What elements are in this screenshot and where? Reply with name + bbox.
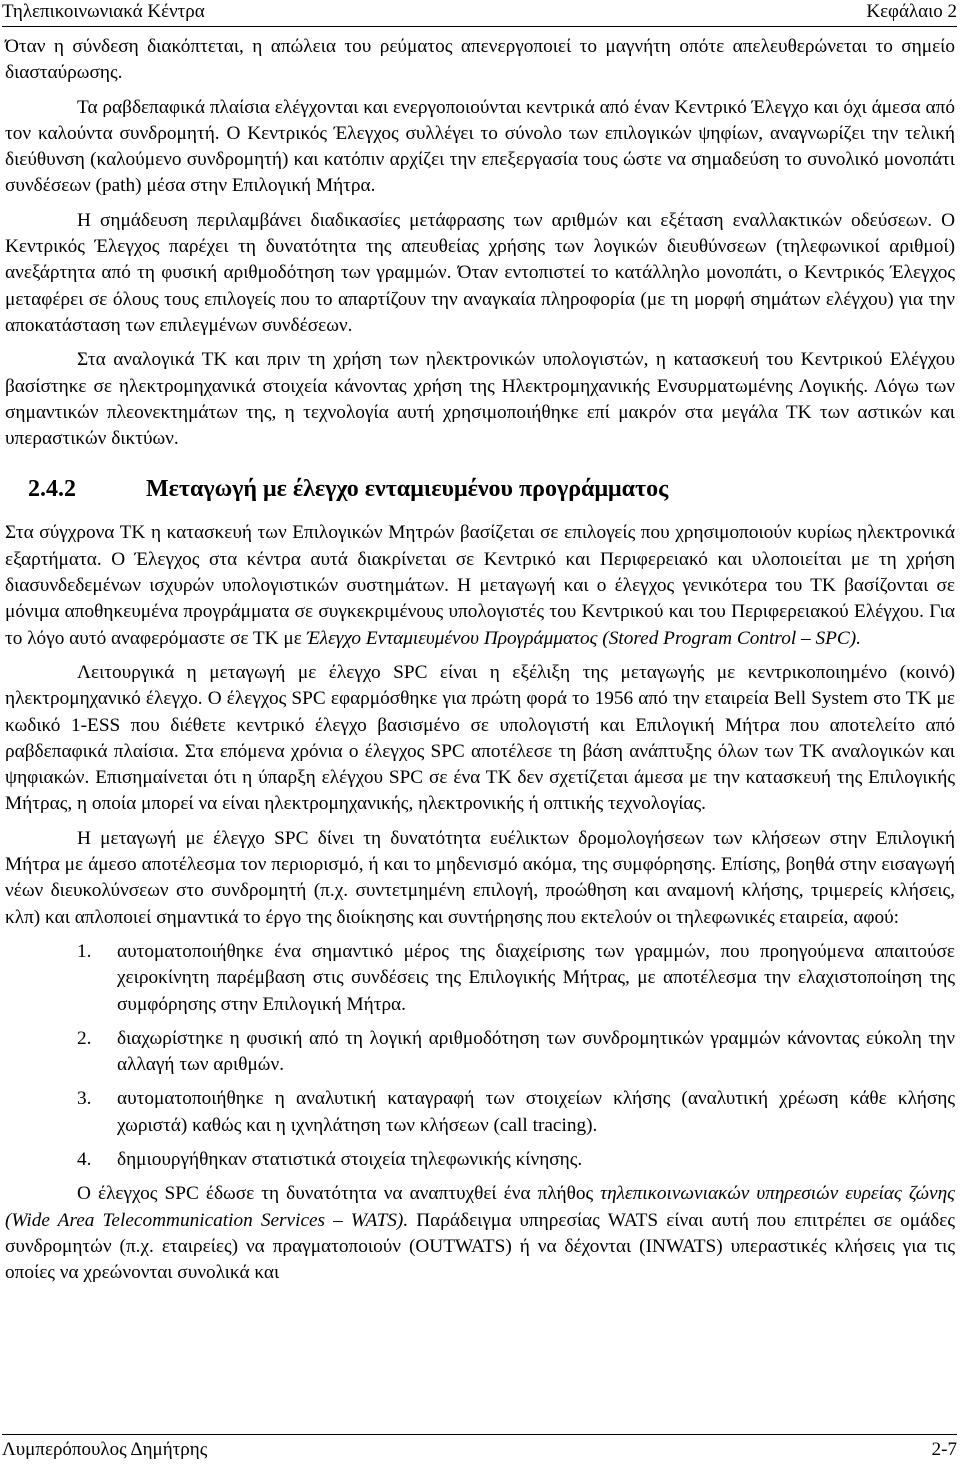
list-item (5, 939, 955, 1018)
footer-page-number: 2-7 (931, 1439, 957, 1460)
footer-author: Λυμπερόπουλος Δημήτρης (2, 1439, 208, 1460)
list-item (5, 1147, 955, 1173)
paragraph-5 (5, 520, 955, 651)
list-item-text: δημιουργήθηκαν στατιστικά στοιχεία τηλεφωνικής κίνησης. (117, 1148, 583, 1170)
page-footer (2, 1434, 957, 1463)
numbered-list (5, 939, 955, 1173)
paragraph-5-text: Στα σύγχρονα ΤΚ η κατασκευή των Επιλογικών Μητρών βασίζεται σε επιλογείς που χρησιμοποιούν κυρίως ηλεκτρονικά εξαρτήματα. Ο Έλεγχος στα κέντρα αυτά διακρίνεται σε Κεντρικό και Περιφερειακό και υλοποιείται με τη χρήση διασυνδεδεμένων ισχυρών υπολογιστικών συστημάτων. Η μεταγωγή και ο έλεγχος γενικότερα του ΤΚ βασίζονται σε μόνιμα αποθηκευμένα προγράμματα σε συγκεκριμένους υπολογιστές του Κεντρικού και του Περιφερειακού Ελέγχου. Για το λόγο αυτό αναφερόμαστε σε ΤΚ με (5, 522, 955, 649)
paragraph-7: Η μεταγωγή με έλεγχο SPC δίνει τη δυνατότητα ευέλικτων δρομολογήσεων των κλήσεων στην Επιλογική Μήτρα με άμεσο αποτέλεσμα τον περιορισμό, ή και το μηδενισμό ακόμα, της συμφόρησης. Επίσης, βοηθά στην εισαγωγή νέων διευκολύνσεων στο συνδρομητή (π.χ. συντετμημένη επιλογή, προώθηση και αναμονή κλήσης, τριμερείς κλήσεις, κλπ) και απλοποιεί σημαντικά το έργο της διοίκησης και συντήρησης που εκτελούν οι τηλεφωνικές εταιρεία, αφού: (5, 827, 955, 928)
list-item-number: 2. (77, 1027, 92, 1049)
section-heading (5, 474, 955, 504)
list-item (5, 1086, 955, 1139)
list-item-text: διαχωρίστηκε η φυσική από τη λογική αριθμοδότηση των συνδρομητικών γραμμών κάνοντας εύκολη την αλλαγή των αριθμών. (117, 1027, 955, 1076)
paragraph-8-term: τηλεπικοινωνιακών υπηρεσιών ευρείας ζώνης (Wide Area Telecommunication Services – WATS). (5, 1183, 955, 1231)
list-item-number: 3. (77, 1088, 92, 1110)
paragraph-8-text: Ο έλεγχος SPC έδωσε τη δυνατότητα να αναπτυχθεί ένα πλήθος (77, 1183, 601, 1205)
list-item-text: αυτοματοποιήθηκε ένα σημαντικό μέρος της διαχείρισης των γραμμών, που προηγούμενα απαιτούσε χειροκίνητη παρέμβαση στις συνδέσεις της Επιλογικής Μήτρας, με αποτέλεσμα την ελαχιστοποίηση της συμφόρησης στην Επιλογική Μήτρα. (117, 940, 955, 1015)
document-body (5, 34, 955, 1294)
page-header (2, 0, 957, 27)
section-number: 2.4.2 (28, 476, 76, 503)
paragraph-3: Η σημάδευση περιλαμβάνει διαδικασίες μετάφρασης των αριθμών και εξέταση εναλλακτικών οδεύσεων. Ο Κεντρικός Έλεγχος παρέχει τη δυνατότητα της απευθείας χρήσης των λογικών διευθύνσεων (τηλεφωνικοί αριθμοί) ανεξάρτητα από τη φυσική αριθμοδότηση των γραμμών. Όταν εντοπιστεί το κατάλληλο μονοπάτι, ο Κεντρικός Έλεγχος μεταφέρει σε όλους τους επιλογείς που το απαρτίζουν την αναγκαία πληροφορία (με τη μορφή σημάτων ελέγχου) για την αποκατάσταση των επιλεγμένων συνδέσεων. (5, 209, 955, 336)
paragraph-1: Όταν η σύνδεση διακόπτεται, η απώλεια του ρεύματος απενεργοποιεί το μαγνήτη οπότε απελευθερώνεται το σημείο διασταύρωσης. (5, 36, 955, 84)
paragraph-8 (5, 1181, 955, 1286)
section-title: Μεταγωγή με έλεγχο ενταμιευμένου προγράμματος (146, 476, 669, 503)
list-item (5, 1026, 955, 1079)
paragraph-8-rest: Παράδειγμα υπηρεσίας WATS είναι αυτή που επιτρέπει σε ομάδες συνδρομητών (π.χ. εταιρείες) να πραγματοποιούν (OUTWATS) ή να δέχονται (INWATS) υπεραστικές κλήσεις για τις οποίες να χρεώνονται συνολικά και (5, 1209, 956, 1284)
list-item-number: 4. (77, 1148, 92, 1170)
paragraph-4: Στα αναλογικά ΤΚ και πριν τη χρήση των ηλεκτρονικών υπολογιστών, η κατασκευή του Κεντρικού Ελέγχου βασίστηκε σε ηλεκτρομηχανικά στοιχεία κάνοντας χρήση της Ηλεκτρομηχανικής Ενσυρματωμένης Λογικής. Λόγω των σημαντικών πλεονεκτημάτων της, η τεχνολογία αυτή χρησιμοποιήθηκε επί μακρόν στα μεγάλα ΤΚ των αστικών και υπεραστικών δικτύων. (5, 349, 955, 450)
paragraph-5-term: Έλεγχο Ενταμιευμένου Προγράμματος (Stored Program Control – SPC). (306, 627, 861, 649)
paragraph-6: Λειτουργικά η μεταγωγή με έλεγχο SPC είναι η εξέλιξη της μεταγωγής με κεντρικοποιημένο (κοινό) ηλεκτρομηχανικό έλεγχο. Ο έλεγχος SPC εφαρμόσθηκε για πρώτη φορά το 1956 από την εταιρεία Bell System στο ΤΚ με κωδικό 1-ESS που διέθετε κεντρικό έλεγχο βασισμένο σε υπολογιστή και Επιλογική Μήτρα που αποτελείτο από ραβδεπαφικά πλαίσια. Στα επόμενα χρόνια ο έλεγχος SPC αποτέλεσε τη βάση ανάπτυξης όλων των ΤΚ αναλογικών και ψηφιακών. Επισημαίνεται ότι η ύπαρξη ελέγχου SPC σε ένα ΤΚ δεν σχετίζεται άμεσα με την κατασκευή της Επιλογικής Μήτρας, η οποία μπορεί να είναι ηλεκτρομηχανικής, ηλεκτρονικής ή οπτικής τεχνολογίας. (5, 661, 955, 815)
list-item-text: αυτοματοποιήθηκε η αναλυτική καταγραφή των στοιχείων κλήσης (αναλυτική χρέωση κάθε κλήσης χωριστά) καθώς και η ιχνηλάτηση των κλήσεων (call tracing). (117, 1088, 955, 1136)
header-chapter-title: Τηλεπικοινωνιακά Κέντρα (2, 1, 205, 22)
header-chapter-number: Κεφάλαιο 2 (866, 1, 957, 22)
paragraph-2: Τα ραβδεπαφικά πλαίσια ελέγχονται και ενεργοποιούνται κεντρικά από έναν Κεντρικό Έλεγχο και όχι άμεσα από τον καλούντα συνδρομητή. Ο Κεντρικός Έλεγχος συλλέγει το σύνολο των επιλογικών ψηφίων, αναγνωρίζει την τελική διεύθυνση (καλούμενο συνδρομητή) και κατόπιν αρχίζει την επεξεργασία τους ώστε να σημαδεύση το συνολικό μονοπάτι συνδέσεων (path) μέσα στην Επιλογική Μήτρα. (5, 96, 955, 197)
list-item-number: 1. (77, 940, 92, 962)
